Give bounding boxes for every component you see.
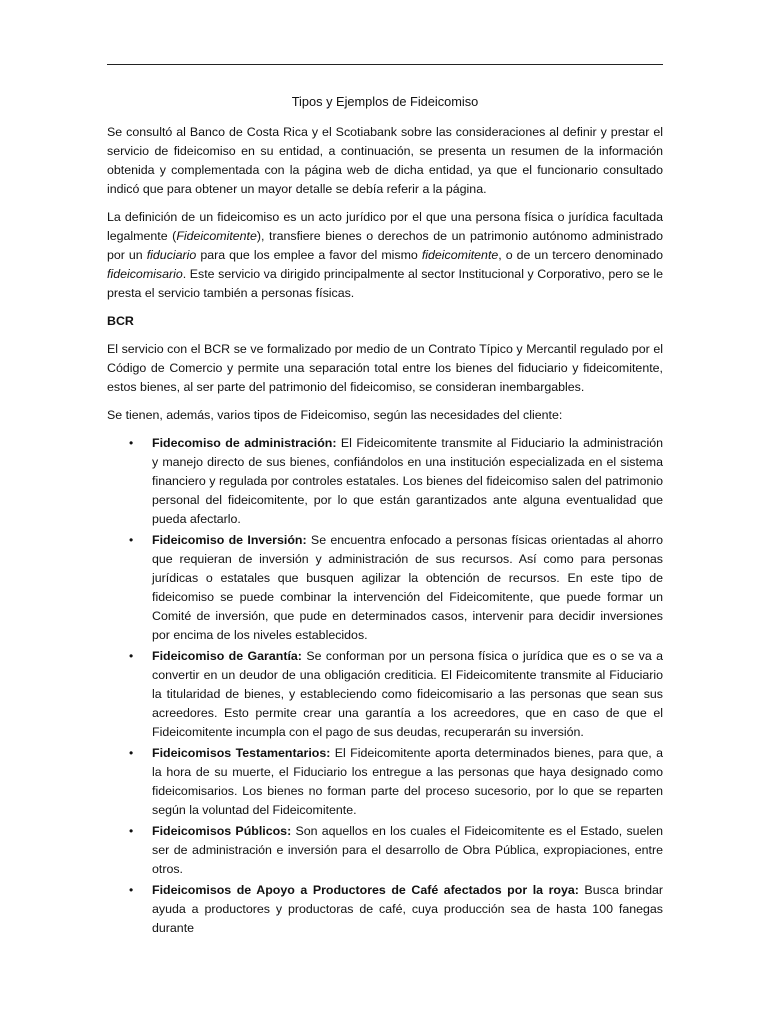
list-item-text: Se conforman por un persona física o jurídica que es o se va a convertir en un deudor de una obligación crediticia. El Fideicomitente transmite al Fiduciario la titularidad de bienes, y estableciendo como fideicomisario a las personas que sean sus acreedores. Esto permite crear una garantía a los acreedores, que en caso de que el Fideicomitente incumpla con el pago de sus deudas, recuperarán su inversión.	[152, 649, 663, 739]
list-item	[107, 531, 663, 645]
list-item-text: Se encuentra enfocado a personas físicas orientadas al ahorro que requieran de inversión y administración de sus recursos. Así como para personas jurídicas o estatales que busquen agilizar la obtención de recursos. En este tipo de fideicomiso se puede combinar la intervención del Fideicomitente, que puede formar un Comité de inversión, que pude en determinados casos, intervenir para decidir inversiones por encima de los niveles establecidos.	[152, 533, 663, 642]
definition-text-1: La definición de un fideicomiso es un acto jurídico por el que una persona física o jurídica facultada legalmente (	[107, 210, 663, 243]
list-item-term: Fideicomisos Testamentarios:	[152, 746, 331, 760]
definition-term-fiduciario: fiduciario	[146, 248, 197, 262]
list-item-term: Fideicomiso de Inversión:	[152, 533, 307, 547]
definition-text-4: , o de un tercero denominado	[498, 248, 663, 262]
definition-text-5: . Este servicio va dirigido principalmente al sector Institucional y Corporativo, pero se le presta el servicio también a personas físicas.	[107, 267, 663, 300]
list-item-term: Fideicomisos Públicos:	[152, 824, 292, 838]
definition-text-2: ), transfiere bienes o derechos de un patrimonio autónomo administrado por un	[107, 229, 663, 262]
list-item-text: Son aquellos en los cuales el Fideicomitente es el Estado, suelen ser de administración e inversión para el desarrollo de Obra Pública, expropiaciones, entre otros.	[152, 824, 664, 876]
bullet-icon: •	[129, 746, 134, 760]
document-body	[107, 92, 663, 940]
bullet-icon: •	[129, 436, 134, 450]
definition-term-fideicomitente-2: fideicomitente	[421, 248, 499, 262]
list-item-text: Busca brindar ayuda a productores y productoras de café, cuya producción sea de hasta 100 fanegas durante	[152, 883, 663, 935]
list-item-term: Fideicomiso de Garantía:	[152, 649, 302, 663]
list-item	[107, 822, 663, 879]
section-heading-bcr: BCR	[107, 314, 134, 328]
list-item	[107, 881, 663, 938]
bullet-icon: •	[129, 824, 134, 838]
list-item-term: Fideicomisos de Apoyo a Productores de Café afectados por la roya:	[152, 883, 579, 897]
definition-paragraph	[107, 208, 663, 303]
definition-term-fideicomitente: Fideicomitente	[176, 229, 257, 243]
document-title: Tipos y Ejemplos de Fideicomiso	[291, 94, 479, 109]
definition-term-fideicomisario: fideicomisario	[107, 267, 183, 281]
types-intro-paragraph: Se tienen, además, varios tipos de Fideicomiso, según las necesidades del cliente:	[107, 408, 563, 422]
list-item	[107, 744, 663, 820]
intro-paragraph: Se consultó al Banco de Costa Rica y el Scotiabank sobre las consideraciones al definir y prestar el servicio de fideicomiso en su entidad, a continuación, se presenta un resumen de la información obtenida y complementada con la página web de dicha entidad, ya que el funcionario consultado indicó que para obtener un mayor detalle se debía referir a la página.	[107, 125, 663, 196]
header-rule	[107, 64, 663, 65]
list-item	[107, 434, 663, 529]
list-item	[107, 647, 663, 742]
bullet-icon: •	[129, 883, 134, 897]
bullet-icon: •	[129, 533, 134, 547]
definition-text-3: para que los emplee a favor del mismo	[196, 248, 422, 262]
list-item-term: Fidecomiso de administración:	[152, 436, 337, 450]
bcr-paragraph: El servicio con el BCR se ve formalizado por medio de un Contrato Típico y Mercantil regulado por el Código de Comercio y permite una separación total entre los bienes del fiduciario y fideicomitente, estos bienes, al ser parte del patrimonio del fideicomiso, se consideran inembargables.	[107, 342, 663, 394]
list-item-text: El Fideicomitente transmite al Fiduciario la administración y manejo directo de sus bienes, confiándolos en una institución especializada en el sistema financiero y regulada por controles estatales. Los bienes del fideicomiso salen del patrimonio personal del fideicomitente, por lo que están garantizados ante alguna eventualidad que pueda afectarlo.	[152, 436, 663, 526]
list-item-text: El Fideicomitente aporta determinados bienes, para que, a la hora de su muerte, el Fiduciario los entregue a las personas que haya designado como fideicomisarios. Los bienes no forman parte del proceso sucesorio, por lo que se reparten según la voluntad del Fideicomitente.	[152, 746, 664, 817]
bullet-icon: •	[129, 649, 134, 663]
fideicomiso-types-list	[107, 434, 663, 938]
